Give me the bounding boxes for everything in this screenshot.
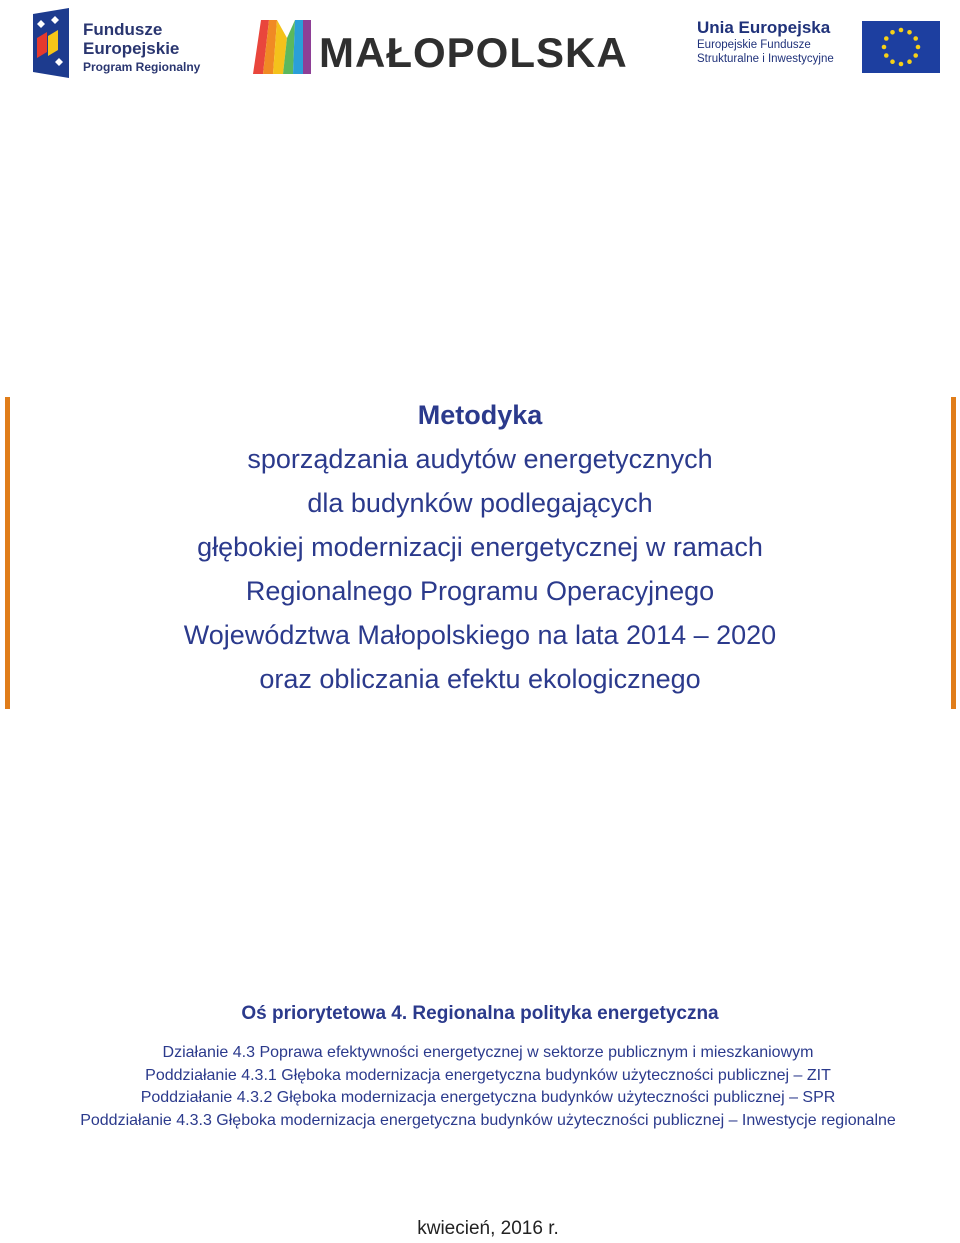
malopolska-wordmark: MAŁOPOLSKA bbox=[319, 29, 628, 76]
fundusze-europejskie-logo bbox=[33, 8, 208, 80]
action-item: Poddziałanie 4.3.3 Głęboka modernizacja energetyczna budynków użyteczności publicznej – Inwestycje regionalne bbox=[80, 1111, 896, 1129]
unia-europejska-logo bbox=[697, 16, 942, 76]
unia-line1: Unia Europejska bbox=[697, 18, 831, 37]
document-date: kwiecień, 2016 r. bbox=[417, 1218, 559, 1239]
title-line: dla budynków podlegających bbox=[307, 488, 653, 518]
title-line: sporządzania audytów energetycznych bbox=[247, 444, 713, 474]
malopolska-m-mark-icon bbox=[253, 18, 311, 74]
action-item: Działanie 4.3 Poprawa efektywności energetycznej w sektorze publicznym i mieszkaniowym bbox=[162, 1044, 814, 1061]
title-line: głębokiej modernizacji energetycznej w ramach bbox=[197, 532, 763, 562]
malopolska-logo bbox=[253, 18, 653, 76]
unia-line3: Strukturalne i Inwestycyjne bbox=[697, 53, 834, 65]
unia-europejska-wordmark bbox=[697, 18, 834, 66]
logo-header bbox=[0, 0, 960, 90]
unia-line2: Europejskie Fundusze bbox=[697, 39, 811, 51]
title-line: Województwa Małopolskiego na lata 2014 – 2020 bbox=[183, 620, 777, 650]
priority-axis-heading: Oś priorytetowa 4. Regionalna polityka energetyczna bbox=[241, 1003, 719, 1024]
title-line: Metodyka bbox=[417, 400, 543, 430]
document-title bbox=[0, 393, 960, 701]
action-item: Poddziałanie 4.3.1 Głęboka modernizacja energetyczna budynków użyteczności publicznej – ZIT bbox=[145, 1066, 831, 1084]
eu-flag-icon bbox=[862, 21, 940, 73]
fundusze-europejskie-wordmark bbox=[83, 20, 200, 76]
fundusze-line1: Fundusze bbox=[83, 20, 163, 39]
title-line: oraz obliczania efektu ekologicznego bbox=[259, 664, 701, 694]
title-line: Regionalnego Programu Operacyjnego bbox=[245, 576, 715, 606]
fundusze-line3: Program Regionalny bbox=[83, 60, 201, 74]
fundusze-europejskie-mark-icon bbox=[33, 8, 69, 78]
action-item: Poddziałanie 4.3.2 Głęboka modernizacja energetyczna budynków użyteczności publicznej – SPR bbox=[140, 1089, 836, 1106]
fundusze-line2: Europejskie bbox=[83, 39, 180, 58]
program-actions-list bbox=[0, 1042, 960, 1132]
